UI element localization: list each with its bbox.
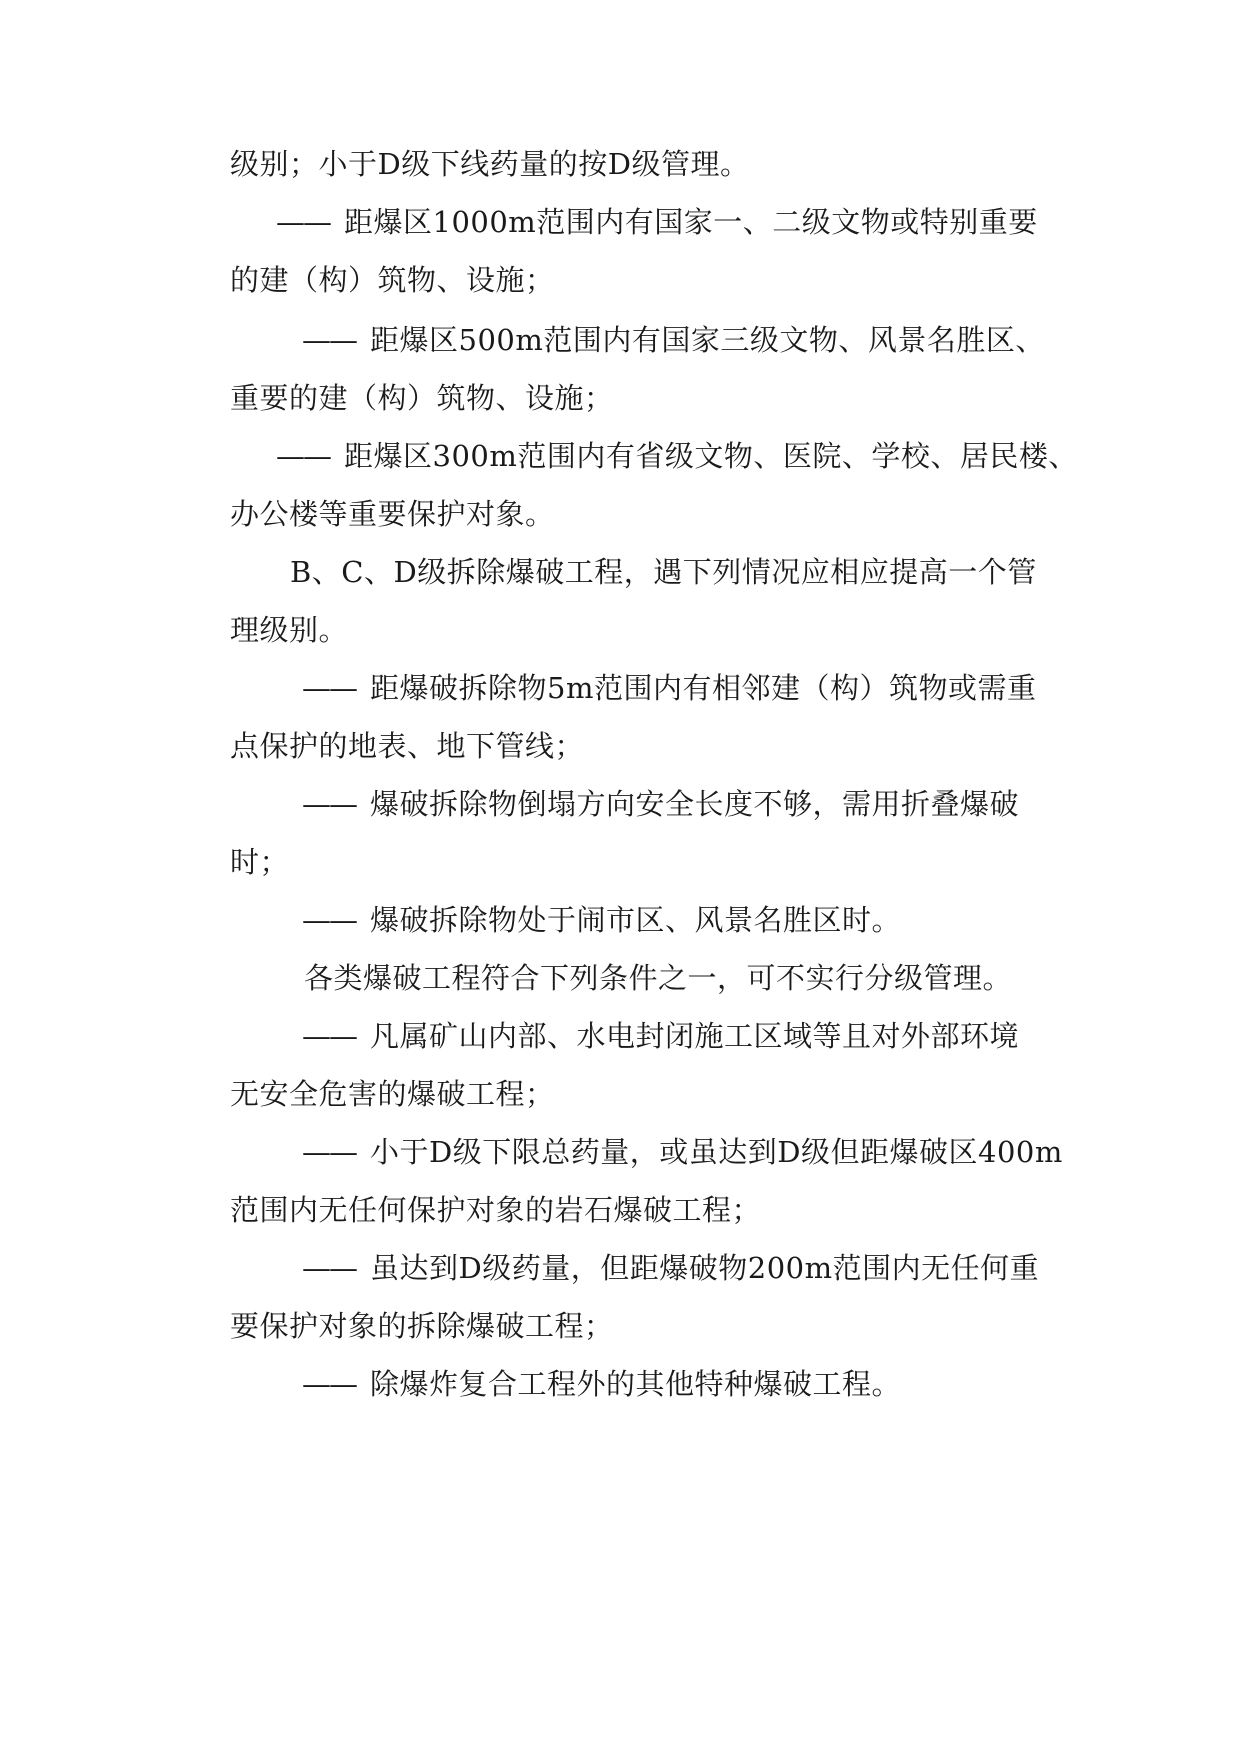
text-line-12 [0,778,1241,830]
em-dash-marker: —— [302,903,356,937]
text-line-22 [0,1358,1241,1410]
em-dash-marker: —— [276,205,330,239]
line-text: 爆破拆除物倒塌方向安全长度不够，需用折叠爆破 [370,787,1020,821]
line-text: 级别；小于D级下线药量的按D级管理。 [230,147,750,181]
line-text: 爆破拆除物处于闹市区、风景名胜区时。 [370,903,902,937]
line-text: 除爆炸复合工程外的其他特种爆破工程。 [370,1367,902,1401]
em-dash-marker: —— [302,323,356,357]
line-text: 的建（构）筑物、设施； [230,263,555,297]
text-line-17 [0,1068,1241,1120]
text-line-15 [0,952,1241,1004]
text-line-14 [0,894,1241,946]
line-text: B、C、D级拆除爆破工程，遇下列情况应相应提高一个管 [290,555,1037,589]
line-text: 各类爆破工程符合下列条件之一，可不实行分级管理。 [304,961,1013,995]
line-text: 时； [230,845,290,879]
line-text: 距爆区300m范围内有省级文物、医院、学校、居民楼、 [344,439,1078,473]
em-dash-marker: —— [302,787,356,821]
text-line-9 [0,604,1241,656]
em-dash-marker: —— [302,1135,356,1169]
line-text: 办公楼等重要保护对象。 [230,497,555,531]
text-line-19 [0,1184,1241,1236]
text-line-5 [0,372,1241,424]
line-text: 点保护的地表、地下管线； [230,729,585,763]
em-dash-marker: —— [276,439,330,473]
em-dash-marker: —— [302,1367,356,1401]
em-dash-marker: —— [302,671,356,705]
em-dash-marker: —— [302,1251,356,1285]
line-text: 理级别。 [230,613,349,647]
text-line-6 [0,430,1241,482]
text-line-16 [0,1010,1241,1062]
text-line-8 [0,546,1241,598]
line-text: 重要的建（构）筑物、设施； [230,381,614,415]
text-line-13 [0,836,1241,888]
text-line-7 [0,488,1241,540]
line-text: 无安全危害的爆破工程； [230,1077,555,1111]
line-text: 范围内无任何保护对象的岩石爆破工程； [230,1193,762,1227]
text-line-4 [0,314,1241,366]
text-line-21 [0,1300,1241,1352]
line-text: 距爆破拆除物5m范围内有相邻建（构）筑物或需重 [370,671,1037,705]
text-line-18 [0,1126,1241,1178]
text-line-10 [0,662,1241,714]
line-text: 小于D级下限总药量，或虽达到D级但距爆破区400m [370,1135,1063,1169]
text-line-11 [0,720,1241,772]
text-line-20 [0,1242,1241,1294]
text-line-3 [0,254,1241,306]
em-dash-marker: —— [302,1019,356,1053]
line-text: 虽达到D级药量，但距爆破物200m范围内无任何重 [370,1251,1040,1285]
text-line-1 [0,138,1241,190]
line-text: 距爆区1000m范围内有国家一、二级文物或特别重要 [344,205,1038,239]
line-text: 要保护对象的拆除爆破工程； [230,1309,614,1343]
line-text: 距爆区500m范围内有国家三级文物、风景名胜区、 [370,323,1045,357]
text-line-2 [0,196,1241,248]
line-text: 凡属矿山内部、水电封闭施工区域等且对外部环境 [370,1019,1020,1053]
